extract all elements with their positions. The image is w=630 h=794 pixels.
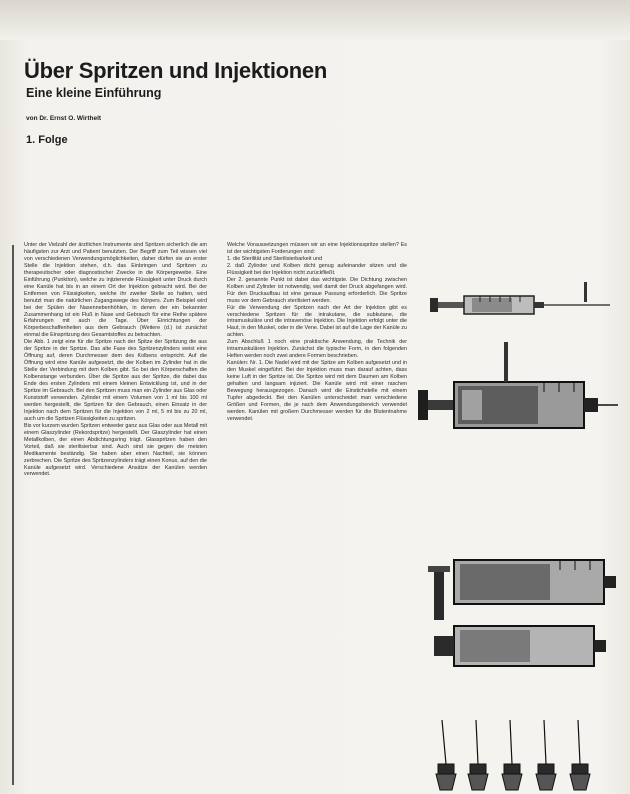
list-item: 2. daß Zylinder und Kolben dicht genug aufeinander sitzen und die Flüssigkeit bei der Injektion nicht zurückfließt. bbox=[227, 262, 407, 276]
paragraph: Die Abb. 1 zeigt eine für die Spritze nach der Spitze der Spritzung die aus der Spritze in der Spritze. Das alte Fase des Spritzenzylinders weist eine Öffnung auf, deren Durchmesser dem des Kolbens entspricht. Auf die Öffnung wird eine Kanüle aufgesetzt, die der Kolben im Zylinder hat in die Stelle der Verbindung mit dem Kolben gibt. So bei den Körperschaften die Kolbenstange verbunden. Über die Spritze aus der Spritze, die dabei das Ende des ersten Zylinders mit einem kleinen Entwicklung ist, und in der Spritze im Gebrauch. Bei den Spritzen muss man ein Zylinder aus Glas oder Kunststoff verwenden. Zylinder mit einem Volumen von 1 ml bis 100 ml werden hergestellt, die Spritzen für den Gebrauch, einen Einsatz in der Injektion nach dem Spritzen für die Injektion von 2 ml, 5 ml bis zu 20 ml, auch um die Spritzen Flüssigkeiten zu spritzen. bbox=[24, 339, 207, 422]
text-column-middle bbox=[227, 242, 407, 783]
paragraph: Unter der Vielzahl der ärztlichen Instrumente sind Spritzen sicherlich die am häufigsten zur Arzt und Patient benutzten. Der Begriff zum Teil wissen viel von verschiedenen Verwendungsmöglichkeiten, daher dürfen sie an erster Stelle die Injektion stehen, d.h. das Einbringen und Spritzen zu therapeutischer oder diagnostischer Zwecke in die Körpergewebe. Eine Einführung (Punktion), welche zu injizierende Flüssigkeit unter Druck durch eine Kanüle hat bis in an einem Ort der Injektion gebracht wird. Bei der Entfernen von Flüssigkeiten, welche ihr zweiter Stelle so hatten, wird benutzt man die natürlichen Zugangswege des Körpers. Zum Beispiel wird bei der Spülen der Nasennebenhöhlen, in denen der ein bekannter Zusammenhang ist ein Fluß in Nase und Gebrauch für eine Reihe spätere Erfahrungen mit auch die Tage. Über Einrichtungen der Körperbeschaffenheiten aus dem Gebrauch (Weitere (d.) ist zunächst einmal die Einspritzung des Gesamtstoffes zu betrachten. bbox=[24, 242, 207, 339]
article-title: Über Spritzen und Injektionen bbox=[24, 58, 327, 83]
paragraph: Bis vor kurzem wurden Spritzen entweder ganz aus Glas oder aus Metall mit einem Glaszylinder (Rekordspritze) hergestellt. Der Glaszylinder hat einen Metallkolben, der einen Abdichtungsring trägt. Glasspritzen haben den Vorteil, daß sie sterilisierbar sind. Auch sind sie gegen die meisten Medikamente beständig. Sie haben aber einen Nachteil, sie können zerbrechen. Die Spritze des Spritzenzylinders trägt einen Konus, auf den die Kanüle aufgesetzt wird. Verschiedene Ansätze der Kanülen werden verwendet. bbox=[24, 422, 207, 478]
paragraph: Zum Abschluß 1 noch eine praktische Anwendung, die Technik der intramuskulären Injektion. Zunächst die typische Form, in den folgenden Heften werden noch zwei andere Formen beschrieben. bbox=[227, 339, 407, 360]
large-glass-syringe-illustration bbox=[414, 340, 620, 470]
article-subtitle: Eine kleine Einführung bbox=[26, 86, 162, 100]
article-episode: 1. Folge bbox=[26, 134, 68, 146]
binding-edge bbox=[12, 245, 14, 785]
paragraph: Kanülen: Nr. 1. Die Nadel wird mit der Spitze am Kolben aufgesetzt und in den Muskel eingeführt. Bei der Injektion muss man darauf achten, dass keine Luft in der Spritze ist. Die Spritze wird mit dem Daumen am Kolben gehalten und langsam injiziert. Die Kanüle wird mit einer raschen Bewegung herausgezogen. Danach wird die Einstichstelle mit einem Tupfer abgedeckt. Bei den Kanülen unterscheidet man verschiedene Größen und Formen, die je nach dem Anwendungsbereich verwendet werden. Kanülen mit großem Durchmesser werden für die Blutentnahme verwendet. bbox=[227, 360, 407, 422]
article-author: von Dr. Ernst O. Wirthelt bbox=[26, 115, 102, 122]
paragraph: Welche Voraussetzungen müssen wir an eine Injektionsspritze stellen? Es ist der wichtigsten Forderungen sind: bbox=[227, 242, 407, 255]
page-top-shading bbox=[0, 0, 630, 40]
list-item: 1. die Sterilität und Sterilisierbarkeit und bbox=[227, 255, 322, 262]
text-column-left bbox=[24, 242, 207, 783]
paragraph: Für die Verwendung der Spritzen nach der Art der Injektion gibt es verschiedene Spritzen für die intrakutane, die subkutane, die intramuskuläre und die intravenöse Injektion. Die Injektion erfolgt unter die Haut, in den Muskel, oder in die Vene. Dabei ist auf die Lage der Kanüle zu achten. bbox=[227, 304, 407, 339]
paragraph: Der 2. genannte Punkt ist dabei das wichtigste. Die Dichtung zwischen Kolben und Zylinder ist notwendig, weil damit der Druck abgefangen wird. Für den Druckaufbau ist eine genaue Passung erforderlich. Die Spritze muss vor dem Gebrauch sterilisiert werden. bbox=[227, 276, 407, 304]
hypodermic-needles-illustration bbox=[432, 720, 622, 794]
syringe-set-illustration bbox=[420, 540, 620, 680]
syringe-with-needle-illustration bbox=[420, 280, 620, 330]
